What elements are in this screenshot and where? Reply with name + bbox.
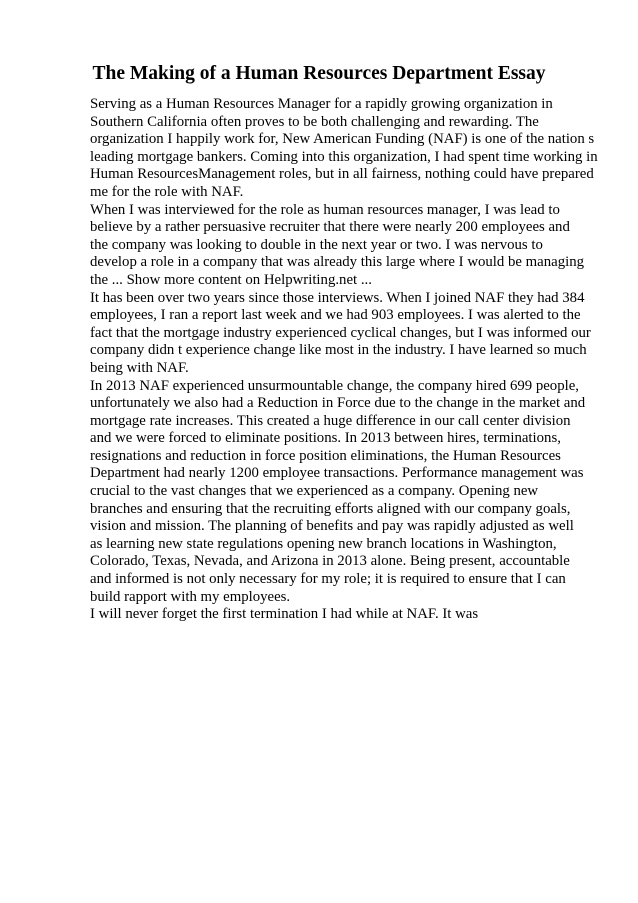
- body-line: and we were forced to eliminate positions. In 2013 between hires, terminations,: [90, 430, 561, 447]
- body-line: resignations and reduction in force position eliminations, the Human Resources: [90, 447, 561, 464]
- body-line: employees, I ran a report last week and we had 903 employees. I was alerted to the: [90, 307, 581, 324]
- body-line: vision and mission. The planning of benefits and pay was rapidly adjusted as well: [90, 518, 574, 535]
- body-line: It has been over two years since those interviews. When I joined NAF they had 384: [90, 289, 585, 306]
- body-line: as learning new state regulations opening new branch locations in Washington,: [90, 535, 557, 552]
- body-line: unfortunately we also had a Reduction in Force due to the change in the market and: [90, 395, 586, 412]
- document-body: [90, 96, 598, 624]
- body-line: believe by a rather persuasive recruiter that there were nearly 200 employees and: [90, 219, 570, 236]
- body-line: build rapport with my employees.: [90, 588, 291, 605]
- body-line: company didn t experience change like most in the industry. I have learned so much: [90, 342, 587, 359]
- body-line: I will never forget the first termination I had while at NAF. It was: [90, 606, 479, 623]
- body-line: mortgage rate increases. This created a huge difference in our call center division: [90, 412, 571, 429]
- body-line: me for the role with NAF.: [90, 183, 244, 200]
- body-line: organization I happily work for, New American Funding (NAF) is one of the nation s: [90, 131, 595, 148]
- body-line: In 2013 NAF experienced unsurmountable change, the company hired 699 people,: [90, 377, 579, 394]
- body-line: Human ResourcesManagement roles, but in all fairness, nothing could have prepared: [90, 166, 594, 183]
- body-line: Department had nearly 1200 employee transactions. Performance management was: [90, 465, 584, 482]
- body-line: Colorado, Texas, Nevada, and Arizona in 2013 alone. Being present, accountable: [90, 553, 570, 570]
- body-line: the ... Show more content on Helpwriting.net ...: [90, 271, 372, 288]
- body-line: leading mortgage bankers. Coming into this organization, I had spent time working in: [90, 148, 598, 165]
- body-line: and informed is not only necessary for my role; it is required to ensure that I can: [90, 571, 566, 588]
- body-line: the company was looking to double in the next year or two. I was nervous to: [90, 236, 543, 253]
- body-line: When I was interviewed for the role as human resources manager, I was lead to: [90, 201, 560, 218]
- document-title: The Making of a Human Resources Department Essay: [92, 63, 546, 84]
- body-line: Serving as a Human Resources Manager for a rapidly growing organization in: [90, 96, 553, 112]
- body-line: crucial to the vast changes that we experienced as a company. Opening new: [90, 483, 539, 500]
- body-line: branches and ensuring that the recruiting efforts aligned with our company goals,: [90, 500, 571, 517]
- body-line: being with NAF.: [90, 359, 189, 376]
- body-line: Southern California often proves to be both challenging and rewarding. The: [90, 113, 539, 130]
- body-line: develop a role in a company that was already this large where I would be managing: [90, 254, 585, 271]
- body-line: fact that the mortgage industry experienced cyclical changes, but I was informed our: [90, 324, 591, 341]
